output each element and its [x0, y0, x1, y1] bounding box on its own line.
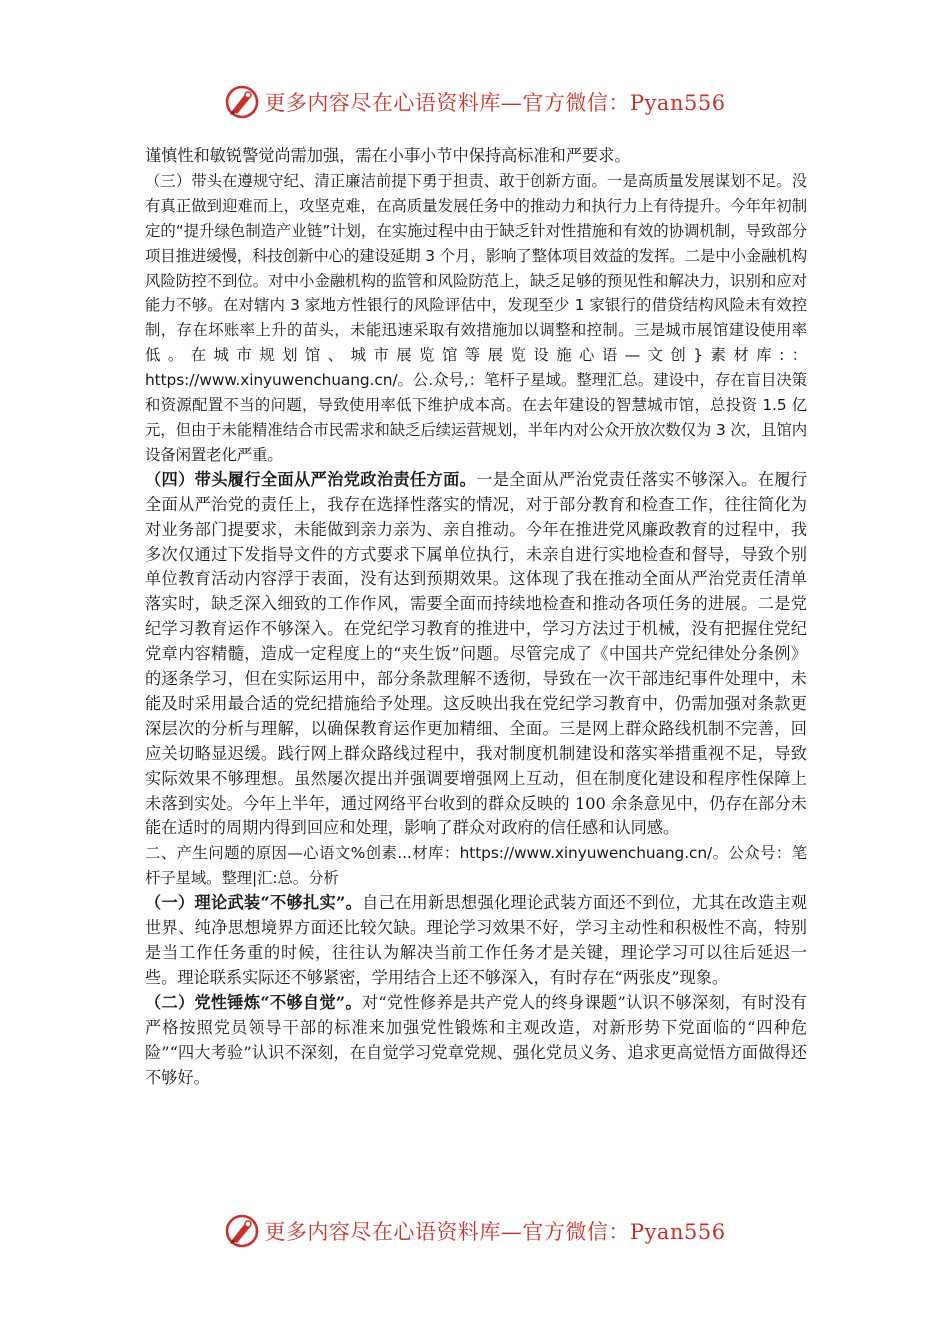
- cause-two-heading: （二）党性锤炼“不够自觉”。: [145, 992, 362, 1012]
- section-four-body: 一是全面从严治党责任落实不够深入。在履行全面从严治党的责任上，我存在选择性落实的情况，对于部分教育和检查工作，往往简化为对业务部门提要求，未能做到亲力亲为、亲自推动。今年在推进党风廉政教育的过程中，我多次仅通过下发指导文件的方式要求下属单位执行，未亲自进行实地检查和督导，导致个别单位教育活动内容浮于表面，没有达到预期效果。这体现了我在推动全面从严治党责任清单落实时，缺乏深入细致的工作作风，需要全面而持续地检查和推动各项任务的进展。二是党纪学习教育运作不够深入。在党纪学习教育的推进中，学习方法过于机械，没有把握住党纪党章内容精髓，造成一定程度上的“夹生饭”问题。尽管完成了《中国共产党纪律处分条例》的逐条学习，但在实际运用中，部分条款理解不透彻，导致在一次干部违纪事件处理中，未能及时采用最合适的党纪措施给予处理。这反映出我在党纪学习教育中，仍需加强对条款更深层次的分析与理解，以确保教育运作更加精细、全面。三是网上群众路线机制不完善，回应关切略显迟缓。践行网上群众路线过程中，我对制度机制建设和落实举措重视不足，导致实际效果不够理想。虽然屡次提出并强调要增强网上互动，但在制度化建设和程序性保障上未落到实处。今年上半年，通过网络平台收到的群众反映的 100 余条意见中，仍存在部分未能在适时的周期内得到回应和处理，影响了群众对政府的信任感和认同感。: [145, 469, 808, 838]
- paragraph-cause-one: [145, 891, 807, 991]
- banner-text: 更多内容尽在心语资料库—官方微信：Pyan556: [264, 1220, 726, 1244]
- document-body: [145, 144, 807, 1090]
- pen-nib-circle-icon: [224, 84, 260, 120]
- paragraph-causes-heading: 二、产生问题的原因—心语文%创素...材库：https://www.xinyuwenchuang.cn/。公众号：笔杆子星域。整理|汇:总。分析: [145, 844, 807, 888]
- section-four-heading: （四）带头履行全面从严治党政治责任方面。: [145, 469, 477, 489]
- cause-one-body: 自己在用新思想强化理论武装方面还不到位，尤其在改造主观世界、纯净思想境界方面还比较欠缺。理论学习效果不好，学习主动性和积极性不高，特别是当工作任务重的时候，往往认为解决当前工作任务才是关键，理论学习可以往后延迟一些。理论联系实际还不够紧密，学用结合上还不够深入，有时存在“两张皮”现象。: [145, 893, 807, 987]
- header-banner: [0, 82, 950, 122]
- paragraph-cause-two: [145, 991, 807, 1091]
- pen-nib-circle-icon: [224, 1213, 260, 1249]
- footer-banner: [0, 1211, 950, 1251]
- banner-text: 更多内容尽在心语资料库—官方微信：Pyan556: [264, 91, 726, 115]
- paragraph-section-three: （三）带头在遵规守纪、清正廉洁前提下勇于担责、敢于创新方面。一是高质量发展谋划不足。没有真正做到迎难而上，攻坚克难，在高质量发展任务中的推动力和执行力上有待提升。今年年初制定的“提升绿色制造产业链”计划，在实施过程中由于缺乏针对性措施和有效的协调机制，导致部分项目推进缓慢，科技创新中心的建设延期 3 个月，影响了整体项目效益的发挥。二是中小金融机构风险防控不到位。对中小金融机构的监管和风险防范上，缺乏足够的预见性和解决力，识别和应对能力不够。在对辖内 3 家地方性银行的风险评估中，发现至少 1 家银行的借贷结构风险未有效控制，存在坏账率上升的苗头，未能迅速采取有效措施加以调整和控制。三是城市展馆建设使用率低。在城市规划馆、城市展览馆等展览设施心语—文创}素材库:：https://www.xinyuwenchuang.cn/。公.众号,：笔杆子星域。整理汇总。建设中，存在盲目决策和资源配置不当的问题，导致使用率低下维护成本高。在去年建设的智慧城市馆，总投资 1.5 亿元，但由于未能精准结合市民需求和缺乏后续运营规划，半年内对公众开放次数仅为 3 次，且馆内设备闲置老化严重。: [145, 171, 807, 464]
- paragraph-section-four: [145, 468, 807, 842]
- paragraph-continuation: 谨慎性和敏锐警觉尚需加强，需在小事小节中保持高标准和严要求。: [145, 146, 631, 165]
- cause-two-body: 对“党性修养是共产党人的终身课题”认识不够深刻，有时没有严格按照党员领导干部的标准来加强党性锻炼和主观改造，对新形势下党面临的“四种危险”“四大考验”认识不深刻，在自觉学习党章党规、强化党员义务、追求更高觉悟方面做得还不够好。: [145, 992, 807, 1087]
- cause-one-heading: （一）理论武装“不够扎实”。: [145, 893, 363, 913]
